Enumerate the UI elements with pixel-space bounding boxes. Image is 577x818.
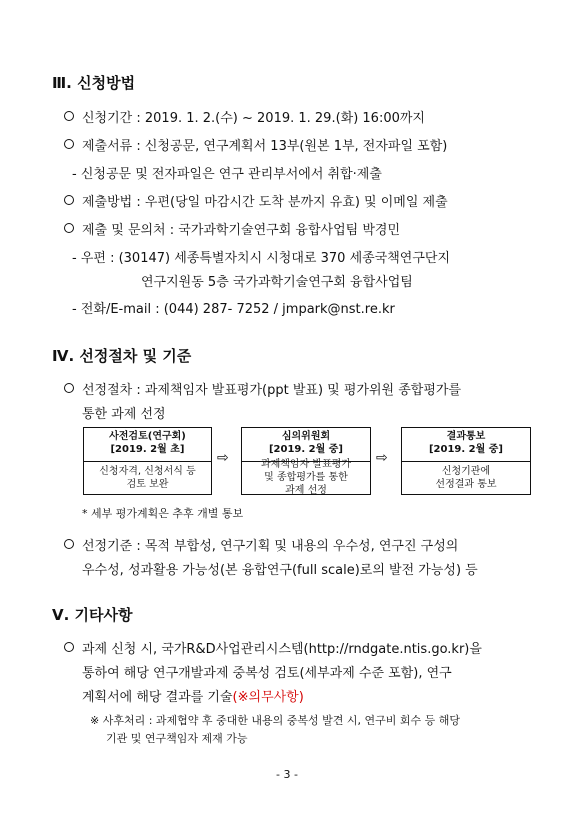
post-processing-note-cont: 기관 및 연구책임자 제재 가능: [106, 732, 248, 745]
page-number: - 3 -: [276, 768, 298, 781]
other-matters-cont: [82, 686, 304, 705]
submission-method: 제출방법 : 우편(당일 마감시간 도착 분까지 유효) 및 이메일 제출: [82, 195, 448, 210]
flow-box-header: [242, 428, 370, 462]
postal-address: - 우편 : (30147) 세종특별자치시 시청대로 370 세종국책연구단지: [72, 251, 451, 266]
flow-box-date: [2019. 2월 초]: [110, 444, 185, 455]
selection-criteria-cont: 우수성, 성과활용 가능성(본 융합연구(full scale)로의 발전 가능성) 등: [82, 563, 478, 578]
right-arrow-icon: ⇨: [217, 450, 229, 466]
selection-procedure: 선정절차 : 과제책임자 발표평가(ppt 발표) 및 평가위원 종합평가를: [82, 383, 462, 398]
flow-box-header: [402, 428, 530, 462]
submission-documents: 제출서류 : 신청공문, 연구계획서 13부(원본 1부, 전자파일 포함): [82, 139, 448, 154]
mandatory-note: (※의무사항): [232, 690, 304, 705]
flow-box-body: [402, 461, 530, 494]
flow-box-text: 선정결과 통보: [435, 478, 497, 490]
bullet-circle-icon: [64, 642, 74, 652]
bullet-circle-icon: [64, 195, 74, 205]
flow-box-text: 신청기관에: [441, 465, 491, 477]
flow-box-text: 검토 보완: [126, 478, 169, 490]
bullet-circle-icon: [64, 223, 74, 233]
section-5-title: Ⅴ. 기타사항: [52, 606, 133, 624]
flow-box-title: 결과통보: [446, 431, 486, 442]
section-4-title: Ⅳ. 선정절차 및 기준: [52, 347, 192, 365]
other-matters-cont: 통하여 해당 연구개발과제 중복성 검토(세부과제 수준 포함), 연구: [82, 666, 452, 681]
flow-box-title: 심의위원회: [281, 431, 331, 442]
flow-box-text: 과제 선정: [285, 485, 327, 496]
application-period: 신청기간 : 2019. 1. 2.(수) ~ 2019. 1. 29.(화) 16:00까지: [82, 111, 425, 126]
flow-box-title: 사전검토(연구회): [109, 431, 186, 442]
flow-box-body: [84, 461, 211, 494]
contact-office: 제출 및 문의처 : 국가과학기술연구회 융합사업팀 박경민: [82, 223, 401, 238]
flow-box-text: 신청자격, 신청서식 등: [99, 465, 196, 477]
other-matters: 과제 신청 시, 국가R&D사업관리시스템(http://rndgate.ntis.go.kr)을: [82, 642, 482, 657]
postal-address-cont: 연구지원동 5층 국가과학기술연구회 융합사업팀: [141, 275, 413, 290]
flow-box-date: [2019. 2월 중]: [268, 444, 343, 455]
selection-procedure-cont: 통한 과제 선정: [82, 407, 166, 422]
bullet-circle-icon: [64, 383, 74, 393]
flow-box-header: [84, 428, 211, 462]
submission-note: - 신청공문 및 전자파일은 연구 관리부서에서 취합·제출: [72, 167, 382, 182]
flow-box-body: [242, 461, 370, 494]
other-matters-text: 계획서에 해당 결과를 기술: [82, 690, 233, 705]
section-3-title: Ⅲ. 신청방법: [52, 74, 136, 92]
phone-email: - 전화/E-mail : (044) 287- 7252 / jmpark@nst.re.kr: [72, 302, 395, 317]
flow-box-text: 및 종합평가를 통한: [264, 472, 348, 483]
flow-box-text: 과제책임자 발표평가: [260, 459, 352, 470]
flow-box-committee: [241, 427, 371, 495]
bullet-circle-icon: [64, 539, 74, 549]
evaluation-note: * 세부 평가계획은 추후 개별 통보: [82, 507, 244, 520]
bullet-circle-icon: [64, 139, 74, 149]
selection-criteria: 선정기준 : 목적 부합성, 연구기획 및 내용의 우수성, 연구진 구성의: [82, 539, 459, 554]
flow-box-prereview: [83, 427, 212, 495]
flow-box-date: [2019. 2월 중]: [428, 444, 503, 455]
flow-box-result: [401, 427, 531, 495]
post-processing-note: ※ 사후처리 : 과제협약 후 중대한 내용의 중복성 발견 시, 연구비 회수 등 해당: [90, 714, 461, 727]
bullet-circle-icon: [64, 111, 74, 121]
right-arrow-icon: ⇨: [376, 450, 388, 466]
